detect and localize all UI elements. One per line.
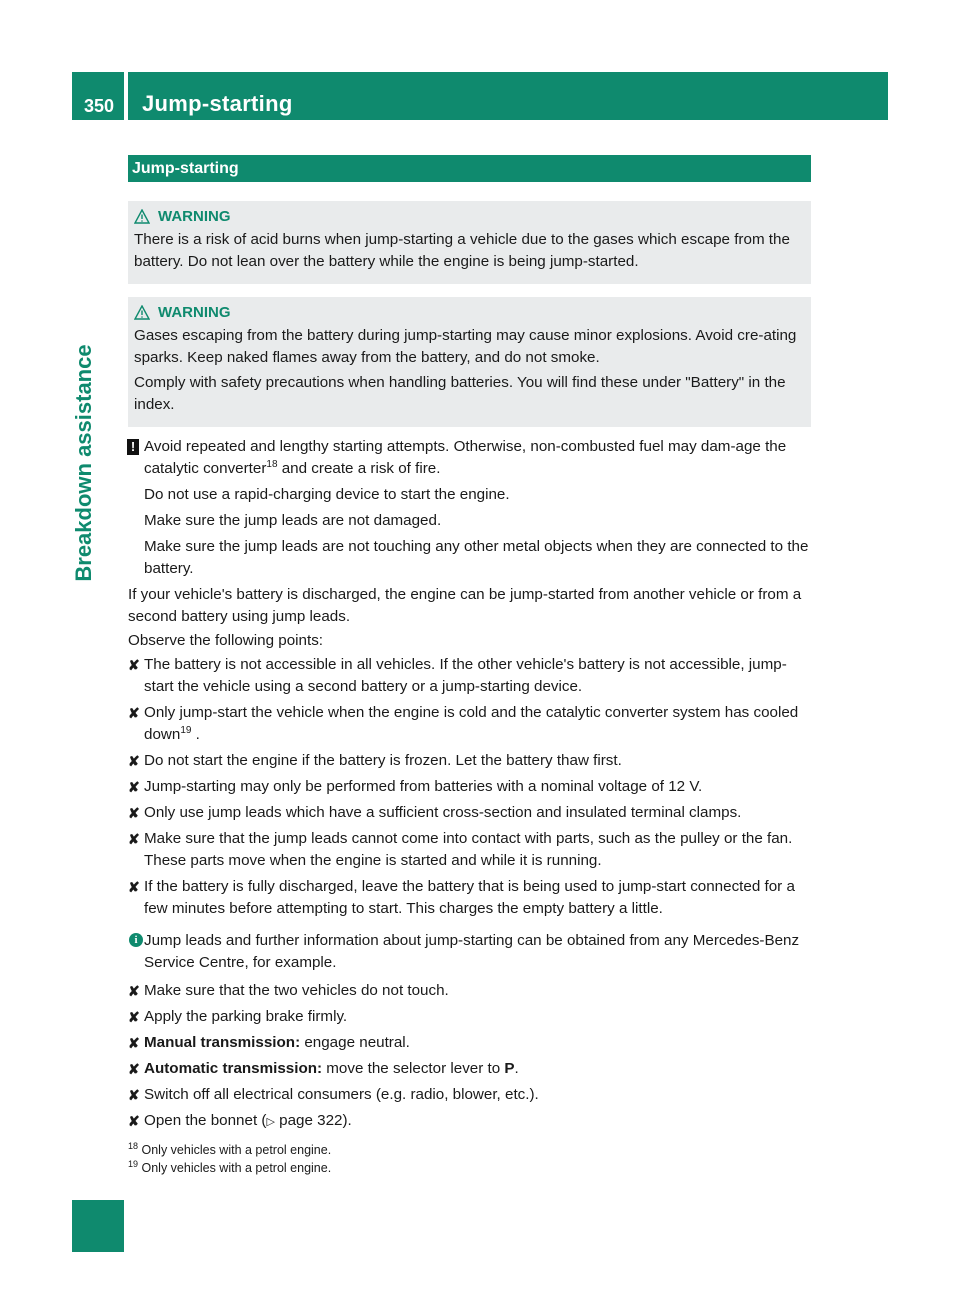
- footnote: [128, 1159, 811, 1177]
- list-item: [128, 1032, 811, 1054]
- intro-paragraph: If your vehicle's battery is discharged, the engine can be jump-started from another vehicle or from a second battery using jump leads.: [128, 586, 802, 625]
- list-item: [128, 750, 811, 772]
- list-item: [128, 776, 811, 798]
- step-text: Only jump-start the vehicle when the engine is cold and the catalytic converter system has cooled down: [144, 704, 799, 743]
- list-item: [128, 828, 811, 872]
- warning-box-2: [128, 297, 811, 427]
- footnotes: [128, 1141, 811, 1177]
- notice-text: [144, 436, 811, 480]
- notice-text: Make sure the jump leads are not touching any other metal objects when they are connected to the battery.: [144, 538, 809, 577]
- list-item: [128, 802, 811, 824]
- step-text: If the battery is fully discharged, leave the battery that is being used to jump-start connected for a few minutes before attempting to start. This charges the empty battery a little.: [144, 878, 795, 917]
- notice-text-part: and create a risk of fire.: [277, 460, 441, 477]
- list-item: [128, 1058, 811, 1080]
- notice-text-part: Avoid repeated and lengthy starting attempts. Otherwise, non-combusted fuel may dam-age the catalytic converter: [144, 438, 787, 477]
- warning-text: Gases escaping from the battery during jump-starting may cause minor explosions. Avoid cre-ating sparks. Keep naked flames away from the battery, and do not smoke.: [134, 327, 797, 366]
- page-number-box: [72, 72, 124, 120]
- footnote: [128, 1141, 811, 1159]
- step-text: Do not start the engine if the battery is frozen. Let the battery thaw first.: [144, 752, 622, 769]
- step-text: Make sure that the jump leads cannot come into contact with parts, such as the pulley or the fan. These parts move when the engine is started and while it is running.: [144, 830, 793, 869]
- arrow-icon: ✘: [128, 831, 140, 847]
- footnote-ref: 19: [180, 724, 192, 736]
- warning-title: WARNING: [158, 208, 231, 225]
- arrow-icon: ✘: [128, 1035, 140, 1051]
- footnote-number: 19: [128, 1158, 139, 1169]
- step-label: Manual transmission:: [144, 1034, 301, 1051]
- arrow-icon: ✘: [128, 879, 140, 895]
- side-tab-marker: [72, 1200, 124, 1252]
- header-bar: [128, 72, 888, 120]
- step-text: .: [514, 1060, 519, 1077]
- arrow-icon: ✘: [128, 983, 140, 999]
- step-text: .: [191, 726, 200, 743]
- arrow-icon: ✘: [128, 1009, 140, 1025]
- list-item: [128, 1006, 811, 1028]
- arrow-icon: ✘: [128, 753, 140, 769]
- arrow-icon: ✘: [128, 1113, 140, 1129]
- warning-title: WARNING: [158, 304, 231, 321]
- arrow-icon: ✘: [128, 1087, 140, 1103]
- arrow-icon: ✘: [128, 779, 140, 795]
- footnote-text: Only vehicles with a petrol engine.: [141, 1143, 332, 1157]
- warning-heading: [134, 207, 802, 226]
- step-text: move the selector lever to: [322, 1060, 505, 1077]
- side-section-label: Breakdown assistance: [71, 344, 96, 582]
- list-item: [128, 1084, 811, 1106]
- info-note: [128, 930, 811, 974]
- list-item: [128, 876, 811, 920]
- step-text: Open the bonnet (: [144, 1112, 267, 1129]
- header-title: Jump-starting: [142, 91, 293, 116]
- step-text: The battery is not accessible in all vehicles. If the other vehicle's battery is not accessible, jump-start the vehicle using a second battery or a jump-starting device.: [144, 656, 787, 695]
- notice-text: Do not use a rapid-charging device to start the engine.: [144, 486, 510, 503]
- step-text: Make sure that the two vehicles do not touch.: [144, 982, 449, 999]
- list-item: [128, 1110, 811, 1133]
- list-item: [128, 980, 811, 1002]
- info-text: Jump leads and further information about jump-starting can be obtained from any Mercedes-Benz Service Centre, for example.: [144, 932, 800, 971]
- info-icon: i: [129, 933, 143, 947]
- step-text: Apply the parking brake firmly.: [144, 1008, 348, 1025]
- warning-text: There is a risk of acid burns when jump-starting a vehicle due to the gases which escape from the battery. Do not lean over the battery while the engine is being jump-started.: [134, 231, 790, 270]
- footnote-number: 18: [128, 1140, 139, 1151]
- arrow-icon: ✘: [128, 657, 140, 673]
- list-item: [128, 654, 811, 698]
- footnote-ref: 18: [266, 458, 278, 470]
- step-text: Only use jump leads which have a sufficient cross-section and insulated terminal clamps.: [144, 804, 742, 821]
- step-text: Jump-starting may only be performed from batteries with a nominal voltage of 12 V.: [144, 778, 703, 795]
- warning-box-1: [128, 201, 811, 284]
- arrow-icon: ✘: [128, 805, 140, 821]
- arrow-icon: ✘: [128, 705, 140, 721]
- notice-text: Make sure the jump leads are not damaged.: [144, 512, 442, 529]
- section-title: Jump-starting: [128, 155, 811, 182]
- page-reference-icon: ▷: [266, 1116, 275, 1128]
- list-item: [128, 702, 811, 746]
- exclamation-icon: !: [127, 439, 139, 455]
- warning-triangle-icon: [134, 305, 150, 320]
- step-label: Automatic transmission:: [144, 1060, 323, 1077]
- arrow-icon: ✘: [128, 1061, 140, 1077]
- observe-paragraph: Observe the following points:: [128, 632, 324, 649]
- page-content: [128, 155, 811, 1177]
- footnote-text: Only vehicles with a petrol engine.: [141, 1161, 332, 1175]
- page-reference-link[interactable]: page 322).: [274, 1112, 352, 1129]
- warning-triangle-icon: [134, 209, 150, 224]
- selector-position: P: [504, 1060, 515, 1077]
- step-text: engage neutral.: [300, 1034, 410, 1051]
- page-number: 350: [84, 96, 115, 116]
- warning-text: Comply with safety precautions when handling batteries. You will find these under "Battery" in the index.: [134, 374, 786, 413]
- step-text: Switch off all electrical consumers (e.g. radio, blower, etc.).: [144, 1086, 539, 1103]
- notice-block: [128, 436, 811, 580]
- warning-heading: [134, 303, 802, 322]
